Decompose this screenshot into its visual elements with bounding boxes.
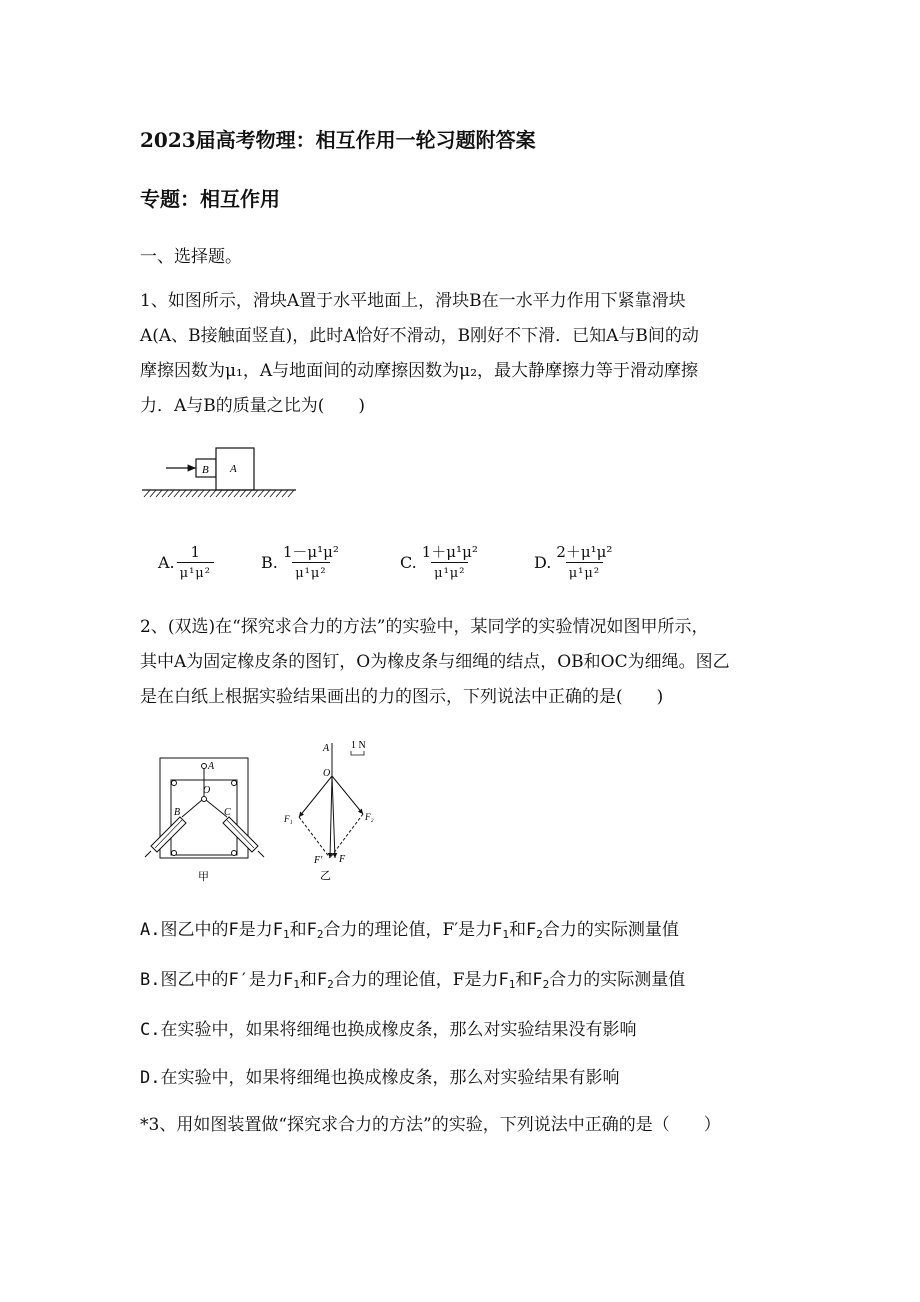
option-letter: C.: [400, 552, 417, 572]
caption-yi: 乙: [320, 870, 331, 882]
option-b[interactable]: [261, 537, 342, 587]
subscript: 2: [542, 978, 550, 991]
label-a: A: [323, 743, 330, 754]
force-symbol: F: [282, 970, 294, 990]
fraction-numerator: 1＋μ¹μ²: [421, 542, 478, 561]
question-1-text: [140, 284, 785, 424]
option-fraction: [177, 543, 214, 582]
force-symbol: F: [526, 920, 537, 940]
vector-f2: [332, 776, 363, 814]
choice-text: 和: [509, 920, 526, 940]
choice-a[interactable]: [140, 915, 679, 940]
fraction-denominator: μ¹μ²: [431, 562, 468, 582]
vector-f-prime: [332, 776, 335, 858]
corner-pin: [232, 851, 237, 856]
block-a-label: A: [230, 463, 237, 475]
choice-b[interactable]: [140, 965, 685, 990]
choice-text: 合力的实际测量值: [549, 970, 686, 990]
force-symbol: F: [306, 920, 317, 940]
question-1-line: 1、如图所示，滑块A置于水平地面上，滑块B在一水平力作用下紧靠滑块: [140, 291, 686, 311]
choice-text: 和: [289, 920, 307, 940]
subscript: 1: [502, 928, 509, 941]
label-b: B: [174, 807, 181, 818]
dashed-side: [299, 817, 330, 858]
question-1-line: 力．A与B的质量之比为( ): [140, 396, 366, 416]
choice-text: 和: [299, 970, 317, 990]
option-fraction: [280, 543, 342, 582]
scale-bar: [351, 751, 364, 755]
caption-jia: 甲: [198, 871, 209, 883]
label-a: A: [208, 761, 215, 772]
vector-f: [330, 776, 332, 858]
fraction-denominator: μ¹μ²: [292, 562, 329, 582]
question-1-line: A(A、B接触面竖直)，此时A恰好不滑动，B刚好不下滑．已知A与B间的动: [140, 326, 699, 346]
force-symbol: F: [492, 920, 503, 940]
choice-d[interactable]: D.在实验中，如果将细绳也换成橡皮条，那么对实验结果有影响: [140, 1068, 620, 1088]
dashed-side: [330, 814, 363, 858]
corner-pin: [232, 781, 237, 786]
option-letter: B.: [261, 552, 278, 572]
question-1-line: 摩擦因数为μ₁，A与地面间的动摩擦因数为μ₂，最大静摩擦力等于滑动摩擦: [140, 361, 699, 381]
vector-f1: [299, 776, 332, 817]
choice-text: B.图乙中的F′是力: [140, 970, 283, 990]
corner-pin: [172, 851, 177, 856]
option-letter: A.: [158, 552, 175, 572]
subscript: 2: [316, 928, 324, 941]
pin-a: [202, 764, 207, 769]
subscript: 2: [536, 928, 543, 941]
label-f1: F₁: [284, 814, 293, 824]
option-d[interactable]: [534, 537, 615, 587]
page-title: 2023届高考物理：相互作用一轮习题附答案: [140, 128, 536, 152]
subscript: 1: [293, 978, 300, 991]
scale-label: 1 N: [351, 740, 366, 751]
section-heading: 一、选择题。: [140, 247, 242, 267]
fraction-numerator: 1: [190, 542, 201, 561]
force-symbol: F: [498, 970, 509, 990]
label-f-prime: F′: [314, 855, 323, 866]
experiment-figure-jia: [140, 755, 265, 885]
corner-pin: [172, 781, 177, 786]
option-letter: D.: [534, 552, 552, 572]
choice-text: 合力的理论值，F是力: [333, 970, 499, 990]
option-c[interactable]: [400, 537, 481, 587]
force-symbol: F: [272, 920, 283, 940]
option-a[interactable]: [158, 537, 214, 587]
knot-o: [202, 797, 207, 802]
question-2-text: [140, 610, 785, 715]
question-2-line: 是在白纸上根据实验结果画出的力的图示，下列说法中正确的是( ): [140, 687, 664, 707]
option-fraction: [419, 543, 481, 582]
label-f2: F₂: [365, 812, 374, 822]
choice-text: 合力的理论值，F′是力: [323, 920, 493, 940]
question-2-line: 2、(双选)在“探究求合力的方法”的实验中，某同学的实验情况如图甲所示，: [140, 617, 709, 637]
question-2-line: 其中A为固定橡皮条的图钉，O为橡皮条与细绳的结点，OB和OC为细绳。图乙: [140, 652, 730, 672]
topic-heading: 专题：相互作用: [140, 187, 280, 211]
question-1-options: [0, 537, 920, 587]
subscript: 1: [282, 928, 290, 941]
option-fraction: [553, 543, 615, 582]
subscript: 1: [508, 978, 516, 991]
label-o: O: [203, 785, 211, 796]
fraction-numerator: 1－μ¹μ²: [282, 542, 339, 561]
choice-text: A.图乙中的F是力: [140, 920, 273, 940]
choice-text: 合力的实际测量值: [542, 920, 679, 940]
force-symbol: F: [316, 970, 328, 990]
label-o: O: [323, 768, 331, 779]
choice-text: 和: [515, 970, 533, 990]
subscript: 2: [327, 978, 334, 991]
force-diagram-yi: [280, 738, 380, 883]
fraction-denominator: μ¹μ²: [566, 562, 603, 582]
choice-c[interactable]: C.在实验中，如果将细绳也换成橡皮条，那么对实验结果没有影响: [140, 1020, 637, 1040]
fraction-denominator: μ¹μ²: [177, 562, 214, 582]
question-3-text: *3、用如图装置做“探究求合力的方法”的实验，下列说法中正确的是（ ）: [140, 1115, 721, 1135]
label-f: F: [339, 854, 346, 865]
label-c: C: [224, 807, 231, 818]
ground-hatching: [144, 490, 294, 497]
blocks-figure: [140, 445, 300, 505]
fraction-numerator: 2＋μ¹μ²: [556, 542, 613, 561]
force-symbol: F: [532, 970, 543, 990]
block-b-label: B: [202, 464, 209, 476]
